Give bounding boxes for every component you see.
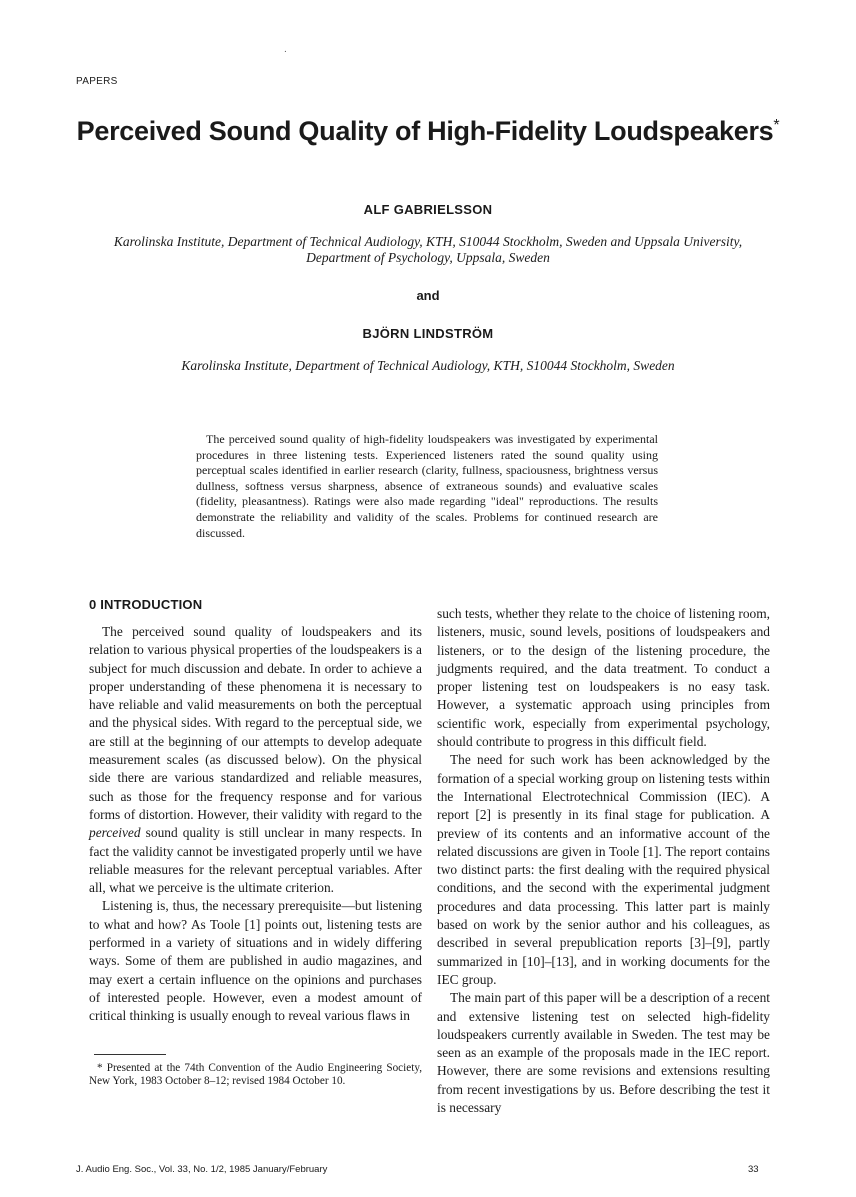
author-name-1: ALF GABRIELSSON xyxy=(363,202,493,217)
body-paragraph: The main part of this paper will be a description of a recent and extensive listening test on selected high-fidelity loudspeakers currently available in Sweden. The test may be seen as an example of the proposals made in the IEC report. However, there are some revisions and extensions resulting from recent investigations by us. Before describing the test it is necessary xyxy=(437,990,770,1116)
section-heading: 0 INTRODUCTION xyxy=(89,597,203,612)
body-column-left xyxy=(89,623,422,1026)
title-footnote-marker: * xyxy=(773,117,780,134)
author-affiliation-2: Karolinska Institute, Department of Technical Audiology, KTH, S10044 Stockholm, Sweden xyxy=(181,358,675,373)
page-number: 33 xyxy=(748,1164,759,1175)
journal-citation: J. Audio Eng. Soc., Vol. 33, No. 1/2, 1985 January/February xyxy=(76,1164,328,1175)
body-paragraph xyxy=(89,623,422,897)
section-label: PAPERS xyxy=(76,76,118,87)
emphasized-word: perceived xyxy=(89,825,141,841)
paragraph-text: sound quality is still unclear in many respects. In fact the validity cannot be investigated properly until we have reliable measures for the relevant perceptual variables. After all, what we perceive is the ultimate criterion. xyxy=(89,825,422,896)
footnote-divider xyxy=(94,1054,166,1055)
author-separator: and xyxy=(416,288,440,303)
paper-title-text: Perceived Sound Quality of High-Fidelity Loudspeakers xyxy=(76,116,774,146)
body-column-right xyxy=(437,605,770,1117)
stray-mark: . xyxy=(284,44,287,55)
body-paragraph xyxy=(89,897,422,1025)
paragraph-text: The perceived sound quality of loudspeakers and its relation to various physical properties of the loudspeakers is a subject for much discussion and debate. In order to achieve a proper understanding of these phenomena it is necessary to have reliable and valid measurements on both the perceptual and the physical sides. With regard to the perceptual side, we are still at the beginning of our attempts to develop adequate measurement scales (as discussed below). On the physical side there are various standardized and reliable measures, such as those for the frequency response and for various forms of distortion. However, their validity with regard to the xyxy=(89,624,422,822)
paper-title xyxy=(40,116,816,147)
abstract: The perceived sound quality of high-fidelity loudspeakers was investigated by experimental procedures in three listening tests. Experienced listeners rated the sound quality using perceptual scales identified in earlier research (clarity, fullness, spaciousness, brightness versus dullness, softness versus sharpness, absence of extraneous sounds) and evaluative scales (fidelity, pleasantness). Ratings were also made regarding "ideal" reproductions. The results demonstrate the reliability and validity of the scales. Problems for continued research are discussed. xyxy=(196,432,658,540)
body-paragraph: The need for such work has been acknowledged by the formation of a special working group on listening tests within the International Electrotechnical Commission (IEC). A report [2] is presently in its final stage for publication. A preview of its contents and an informative account of the related discussions are given in Toole [1]. The report contains two distinct parts: the first dealing with the required physical conditions, and the second with the experimental judgment procedures and data processing. This latter part is mainly based on work by the senior author and his colleagues, as described in several prepublication reports [3]–[9], partly summarized in [10]–[13], and in working documents for the IEC group. xyxy=(437,752,770,987)
footnote: * Presented at the 74th Convention of the Audio Engineering Society, New York, 1983 October 8–12; revised 1984 October 10. xyxy=(89,1062,422,1087)
paragraph-text: Listening is, thus, the necessary prerequisite—but listening to what and how? As Toole [1] points out, listening tests are performed in a variety of situations and in widely differing ways. Some of them are published in audio magazines, and may exert a certain influence on the opinions and purchases of interested people. However, even a modest amount of critical thinking is usually enough to reveal various flaws in xyxy=(89,898,422,1024)
author-affiliation-1: Karolinska Institute, Department of Technical Audiology, KTH, S10044 Stockholm, Sweden and Uppsala University, Department of Psychology, Uppsala, Sweden xyxy=(113,234,743,265)
body-paragraph: such tests, whether they relate to the choice of listening room, listeners, music, sound levels, positions of loudspeakers and listeners, or to the design of the listening procedure, the judgments required, and the data treatment. To conduct a proper listening test on loudspeakers is no easy task. However, a systematic approach using principles from scientific work, especially from experimental psychology, should contribute to progress in this difficult field. xyxy=(437,606,770,750)
author-name-2: BJÖRN LINDSTRÖM xyxy=(362,326,494,341)
